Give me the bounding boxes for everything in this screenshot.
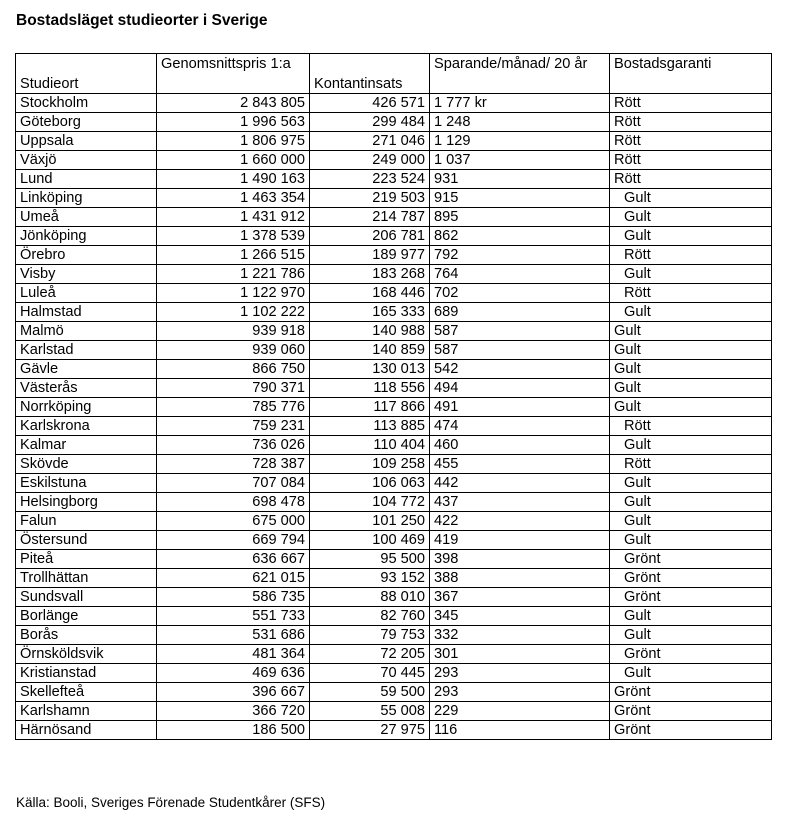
cell-genomsnittspris: 866 750 (157, 360, 310, 379)
table-row (16, 151, 772, 170)
cell-bostadsgaranti: Gult (610, 208, 772, 227)
cell-studieort: Uppsala (16, 132, 157, 151)
cell-kontantinsats: 79 753 (310, 626, 430, 645)
cell-studieort: Stockholm (16, 94, 157, 113)
cell-sparande: 1 777 kr (430, 94, 610, 113)
cell-genomsnittspris: 1 378 539 (157, 227, 310, 246)
cell-bostadsgaranti: Grönt (610, 569, 772, 588)
cell-sparande: 764 (430, 265, 610, 284)
table-row (16, 360, 772, 379)
cell-sparande: 702 (430, 284, 610, 303)
cell-kontantinsats: 104 772 (310, 493, 430, 512)
cell-genomsnittspris: 1 431 912 (157, 208, 310, 227)
column-header-bostadsgaranti: Bostadsgaranti (610, 54, 772, 94)
cell-sparande: 792 (430, 246, 610, 265)
cell-bostadsgaranti: Rött (610, 113, 772, 132)
cell-genomsnittspris: 675 000 (157, 512, 310, 531)
cell-kontantinsats: 106 063 (310, 474, 430, 493)
cell-studieort: Sundsvall (16, 588, 157, 607)
cell-genomsnittspris: 186 500 (157, 721, 310, 740)
table-row (16, 227, 772, 246)
table-row (16, 626, 772, 645)
cell-genomsnittspris: 728 387 (157, 455, 310, 474)
cell-kontantinsats: 113 885 (310, 417, 430, 436)
cell-bostadsgaranti: Gult (610, 626, 772, 645)
cell-studieort: Skellefteå (16, 683, 157, 702)
cell-bostadsgaranti: Gult (610, 398, 772, 417)
cell-kontantinsats: 27 975 (310, 721, 430, 740)
cell-studieort: Göteborg (16, 113, 157, 132)
cell-genomsnittspris: 759 231 (157, 417, 310, 436)
cell-bostadsgaranti: Gult (610, 664, 772, 683)
table-row (16, 379, 772, 398)
cell-sparande: 455 (430, 455, 610, 474)
cell-genomsnittspris: 939 060 (157, 341, 310, 360)
cell-bostadsgaranti: Gult (610, 341, 772, 360)
cell-kontantinsats: 130 013 (310, 360, 430, 379)
cell-sparande: 437 (430, 493, 610, 512)
cell-kontantinsats: 223 524 (310, 170, 430, 189)
cell-kontantinsats: 168 446 (310, 284, 430, 303)
table-row (16, 721, 772, 740)
table-row (16, 702, 772, 721)
table-row (16, 474, 772, 493)
cell-sparande: 422 (430, 512, 610, 531)
cell-sparande: 442 (430, 474, 610, 493)
cell-kontantinsats: 72 205 (310, 645, 430, 664)
column-header-studieort: Studieort (16, 54, 157, 94)
cell-kontantinsats: 140 988 (310, 322, 430, 341)
cell-studieort: Västerås (16, 379, 157, 398)
cell-bostadsgaranti: Gult (610, 360, 772, 379)
cell-kontantinsats: 206 781 (310, 227, 430, 246)
cell-sparande: 587 (430, 341, 610, 360)
table-row (16, 512, 772, 531)
cell-kontantinsats: 189 977 (310, 246, 430, 265)
table-row (16, 284, 772, 303)
cell-sparande: 1 037 (430, 151, 610, 170)
cell-bostadsgaranti: Grönt (610, 550, 772, 569)
table-row (16, 94, 772, 113)
cell-genomsnittspris: 366 720 (157, 702, 310, 721)
table-row (16, 664, 772, 683)
cell-genomsnittspris: 1 122 970 (157, 284, 310, 303)
table-row (16, 436, 772, 455)
table-row (16, 588, 772, 607)
cell-studieort: Skövde (16, 455, 157, 474)
cell-kontantinsats: 183 268 (310, 265, 430, 284)
table-row (16, 455, 772, 474)
cell-sparande: 862 (430, 227, 610, 246)
table-row (16, 550, 772, 569)
cell-genomsnittspris: 1 996 563 (157, 113, 310, 132)
table-row (16, 265, 772, 284)
document-title: Bostadsläget studieorter i Sverige (16, 12, 268, 29)
cell-kontantinsats: 82 760 (310, 607, 430, 626)
cell-bostadsgaranti: Rött (610, 151, 772, 170)
cell-bostadsgaranti: Rött (610, 170, 772, 189)
table-row (16, 246, 772, 265)
cell-bostadsgaranti: Grönt (610, 588, 772, 607)
table-row (16, 417, 772, 436)
cell-studieort: Umeå (16, 208, 157, 227)
cell-genomsnittspris: 736 026 (157, 436, 310, 455)
cell-sparande: 491 (430, 398, 610, 417)
cell-genomsnittspris: 481 364 (157, 645, 310, 664)
cell-genomsnittspris: 1 221 786 (157, 265, 310, 284)
cell-sparande: 542 (430, 360, 610, 379)
table-row (16, 683, 772, 702)
cell-studieort: Härnösand (16, 721, 157, 740)
cell-bostadsgaranti: Gult (610, 493, 772, 512)
cell-bostadsgaranti: Gult (610, 322, 772, 341)
cell-sparande: 301 (430, 645, 610, 664)
cell-studieort: Karlstad (16, 341, 157, 360)
cell-studieort: Karlshamn (16, 702, 157, 721)
cell-bostadsgaranti: Rött (610, 284, 772, 303)
table-row (16, 132, 772, 151)
cell-kontantinsats: 70 445 (310, 664, 430, 683)
cell-studieort: Örnsköldsvik (16, 645, 157, 664)
cell-genomsnittspris: 1 660 000 (157, 151, 310, 170)
cell-genomsnittspris: 707 084 (157, 474, 310, 493)
cell-sparande: 293 (430, 683, 610, 702)
cell-bostadsgaranti: Gult (610, 436, 772, 455)
table-row (16, 645, 772, 664)
cell-genomsnittspris: 1 266 515 (157, 246, 310, 265)
cell-sparande: 116 (430, 721, 610, 740)
cell-kontantinsats: 101 250 (310, 512, 430, 531)
cell-kontantinsats: 109 258 (310, 455, 430, 474)
table-row (16, 170, 772, 189)
cell-sparande: 293 (430, 664, 610, 683)
cell-bostadsgaranti: Gult (610, 379, 772, 398)
cell-kontantinsats: 140 859 (310, 341, 430, 360)
cell-kontantinsats: 59 500 (310, 683, 430, 702)
cell-studieort: Jönköping (16, 227, 157, 246)
cell-kontantinsats: 93 152 (310, 569, 430, 588)
table-row (16, 303, 772, 322)
cell-studieort: Örebro (16, 246, 157, 265)
cell-genomsnittspris: 586 735 (157, 588, 310, 607)
cell-kontantinsats: 110 404 (310, 436, 430, 455)
cell-kontantinsats: 214 787 (310, 208, 430, 227)
cell-sparande: 367 (430, 588, 610, 607)
cell-studieort: Trollhättan (16, 569, 157, 588)
cell-studieort: Linköping (16, 189, 157, 208)
cell-kontantinsats: 55 008 (310, 702, 430, 721)
source-note: Källa: Booli, Sveriges Förenade Studentkårer (SFS) (16, 795, 326, 810)
cell-kontantinsats: 249 000 (310, 151, 430, 170)
cell-bostadsgaranti: Grönt (610, 702, 772, 721)
cell-sparande: 398 (430, 550, 610, 569)
cell-studieort: Falun (16, 512, 157, 531)
cell-bostadsgaranti: Gult (610, 265, 772, 284)
cell-kontantinsats: 271 046 (310, 132, 430, 151)
table-row (16, 607, 772, 626)
table-row (16, 398, 772, 417)
housing-table (15, 53, 772, 740)
cell-bostadsgaranti: Rött (610, 455, 772, 474)
cell-studieort: Borås (16, 626, 157, 645)
cell-studieort: Piteå (16, 550, 157, 569)
cell-studieort: Halmstad (16, 303, 157, 322)
cell-studieort: Östersund (16, 531, 157, 550)
cell-sparande: 332 (430, 626, 610, 645)
cell-kontantinsats: 426 571 (310, 94, 430, 113)
cell-genomsnittspris: 1 806 975 (157, 132, 310, 151)
table-row (16, 189, 772, 208)
table-row (16, 113, 772, 132)
cell-sparande: 1 248 (430, 113, 610, 132)
cell-bostadsgaranti: Rött (610, 246, 772, 265)
cell-studieort: Kalmar (16, 436, 157, 455)
cell-studieort: Malmö (16, 322, 157, 341)
cell-bostadsgaranti: Gult (610, 189, 772, 208)
cell-bostadsgaranti: Rött (610, 94, 772, 113)
cell-bostadsgaranti: Gult (610, 607, 772, 626)
table-body (16, 94, 772, 740)
cell-bostadsgaranti: Rött (610, 417, 772, 436)
cell-studieort: Lund (16, 170, 157, 189)
cell-studieort: Norrköping (16, 398, 157, 417)
cell-kontantinsats: 299 484 (310, 113, 430, 132)
cell-genomsnittspris: 785 776 (157, 398, 310, 417)
cell-studieort: Gävle (16, 360, 157, 379)
cell-kontantinsats: 118 556 (310, 379, 430, 398)
column-header-sparande: Sparande/månad/ 20 år (430, 54, 610, 94)
cell-studieort: Eskilstuna (16, 474, 157, 493)
cell-studieort: Luleå (16, 284, 157, 303)
cell-genomsnittspris: 621 015 (157, 569, 310, 588)
cell-sparande: 345 (430, 607, 610, 626)
table-row (16, 531, 772, 550)
cell-sparande: 460 (430, 436, 610, 455)
cell-genomsnittspris: 2 843 805 (157, 94, 310, 113)
cell-sparande: 474 (430, 417, 610, 436)
cell-bostadsgaranti: Grönt (610, 721, 772, 740)
table-row (16, 493, 772, 512)
cell-studieort: Växjö (16, 151, 157, 170)
cell-sparande: 494 (430, 379, 610, 398)
cell-studieort: Visby (16, 265, 157, 284)
cell-studieort: Borlänge (16, 607, 157, 626)
cell-genomsnittspris: 1 102 222 (157, 303, 310, 322)
cell-bostadsgaranti: Grönt (610, 683, 772, 702)
cell-bostadsgaranti: Rött (610, 132, 772, 151)
cell-genomsnittspris: 531 686 (157, 626, 310, 645)
cell-genomsnittspris: 396 667 (157, 683, 310, 702)
table-row (16, 208, 772, 227)
cell-genomsnittspris: 939 918 (157, 322, 310, 341)
cell-kontantinsats: 117 866 (310, 398, 430, 417)
cell-bostadsgaranti: Gult (610, 303, 772, 322)
cell-bostadsgaranti: Gult (610, 512, 772, 531)
table-row (16, 341, 772, 360)
cell-sparande: 388 (430, 569, 610, 588)
cell-sparande: 915 (430, 189, 610, 208)
table-row (16, 569, 772, 588)
cell-genomsnittspris: 698 478 (157, 493, 310, 512)
cell-kontantinsats: 219 503 (310, 189, 430, 208)
cell-sparande: 419 (430, 531, 610, 550)
cell-sparande: 931 (430, 170, 610, 189)
cell-genomsnittspris: 790 371 (157, 379, 310, 398)
cell-genomsnittspris: 551 733 (157, 607, 310, 626)
cell-genomsnittspris: 469 636 (157, 664, 310, 683)
cell-genomsnittspris: 636 667 (157, 550, 310, 569)
cell-sparande: 895 (430, 208, 610, 227)
cell-kontantinsats: 95 500 (310, 550, 430, 569)
cell-bostadsgaranti: Gult (610, 227, 772, 246)
column-header-kontantinsats: Kontantinsats (310, 54, 430, 94)
cell-kontantinsats: 88 010 (310, 588, 430, 607)
cell-sparande: 1 129 (430, 132, 610, 151)
table-header-row (16, 54, 772, 94)
column-header-genomsnittspris: Genomsnittspris 1:a (157, 54, 310, 94)
cell-studieort: Karlskrona (16, 417, 157, 436)
table-row (16, 322, 772, 341)
cell-sparande: 587 (430, 322, 610, 341)
cell-kontantinsats: 165 333 (310, 303, 430, 322)
cell-bostadsgaranti: Grönt (610, 645, 772, 664)
cell-bostadsgaranti: Gult (610, 474, 772, 493)
cell-kontantinsats: 100 469 (310, 531, 430, 550)
cell-genomsnittspris: 669 794 (157, 531, 310, 550)
cell-sparande: 689 (430, 303, 610, 322)
cell-sparande: 229 (430, 702, 610, 721)
cell-genomsnittspris: 1 463 354 (157, 189, 310, 208)
cell-studieort: Helsingborg (16, 493, 157, 512)
cell-bostadsgaranti: Gult (610, 531, 772, 550)
cell-studieort: Kristianstad (16, 664, 157, 683)
cell-genomsnittspris: 1 490 163 (157, 170, 310, 189)
